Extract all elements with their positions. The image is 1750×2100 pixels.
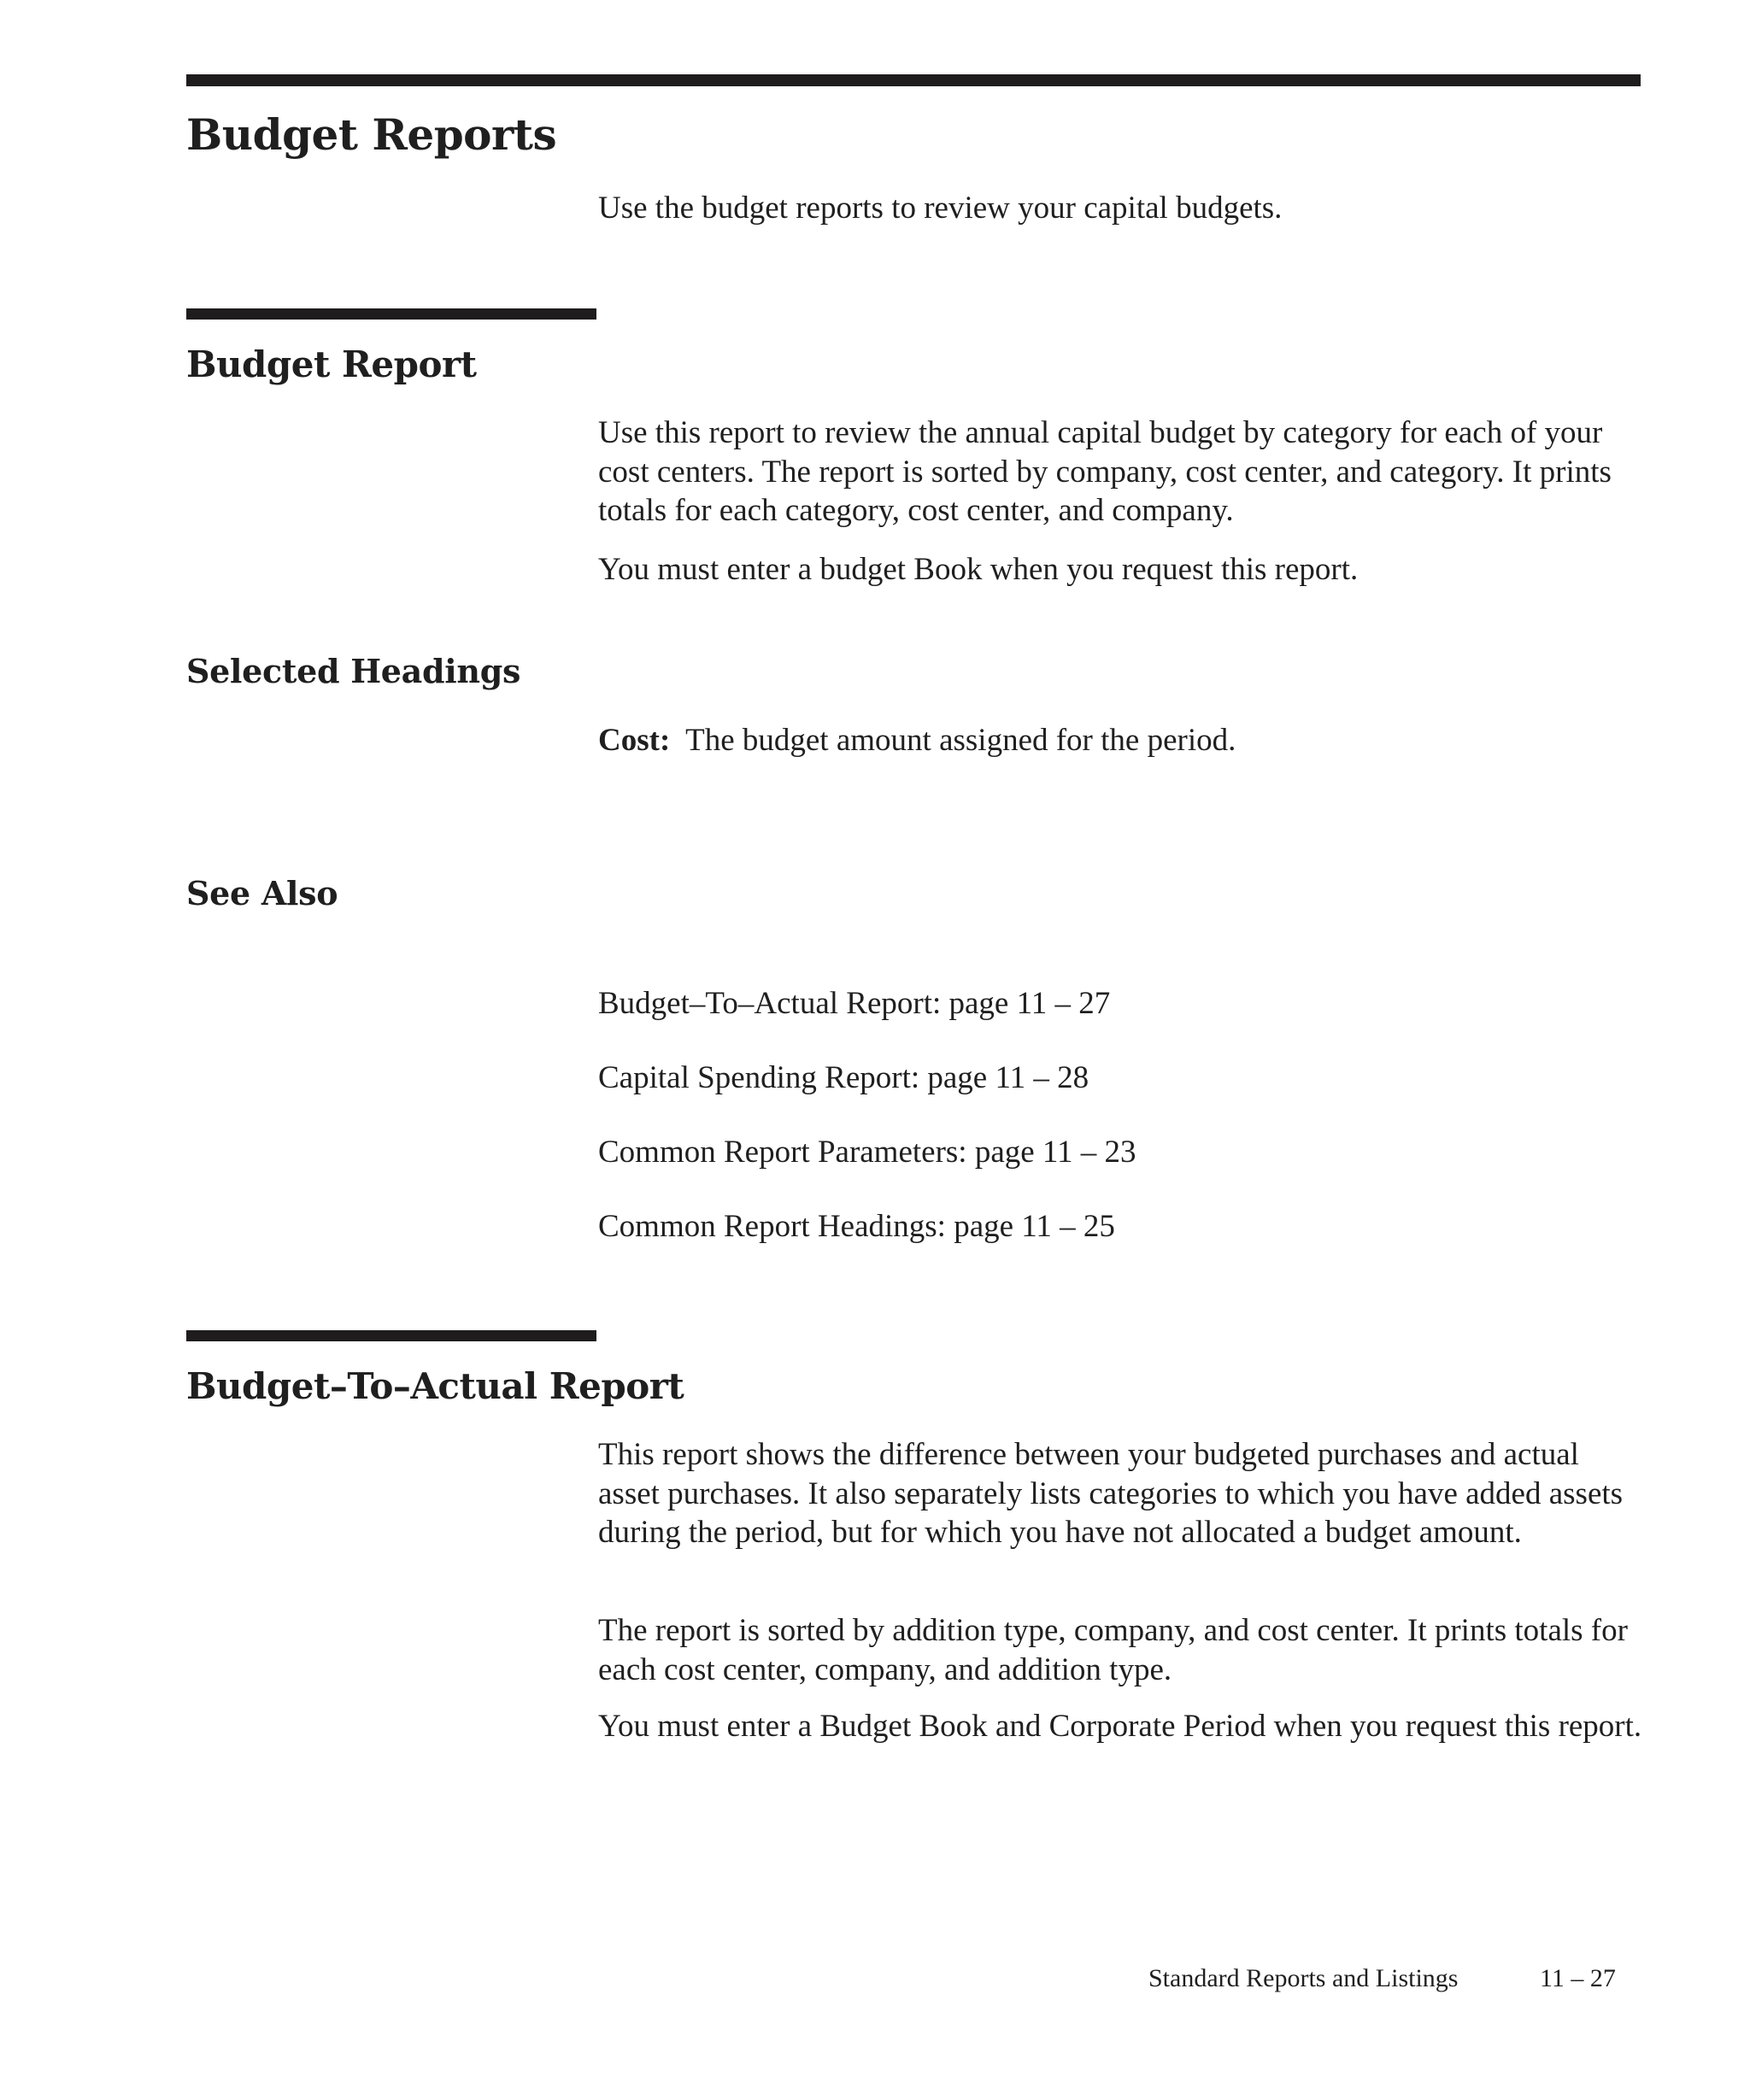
page-title: Budget Reports (186, 109, 557, 160)
intro-text: Use the budget reports to review your capital budgets. (598, 191, 1283, 226)
top-rule (186, 74, 1641, 86)
budget-to-actual-heading: Budget–To–Actual Report (186, 1365, 684, 1407)
see-also-heading: See Also (186, 874, 338, 912)
budget-report-paragraph-2: You must enter a budget Book when you request this report. (598, 552, 1359, 587)
section-rule-budget-report (186, 308, 596, 320)
budget-report-heading: Budget Report (186, 343, 477, 385)
selected-headings-heading: Selected Headings (186, 652, 521, 690)
see-also-link-common-headings[interactable]: Common Report Headings: page 11 – 25 (598, 1209, 1115, 1244)
see-also-link-budget-to-actual[interactable]: Budget–To–Actual Report: page 11 – 27 (598, 986, 1111, 1021)
budget-to-actual-paragraph-1: This report shows the difference between your budgeted purchases and actual asset purchases. It also separately lists categories to which you have added assets during the period, but for which you have not allocated a budget amount. (598, 1437, 1624, 1550)
cost-definition (598, 721, 1645, 760)
cost-description: The budget amount assigned for the period. (685, 723, 1236, 758)
section-rule-budget-to-actual (186, 1330, 596, 1341)
cost-term: Cost: (598, 723, 671, 758)
budget-to-actual-paragraph-3: You must enter a Budget Book and Corporate Period when you request this report. (598, 1709, 1642, 1744)
page-number: 11 – 27 (1540, 1964, 1616, 1992)
see-also-link-capital-spending[interactable]: Capital Spending Report: page 11 – 28 (598, 1060, 1089, 1095)
see-also-link-common-parameters[interactable]: Common Report Parameters: page 11 – 23 (598, 1135, 1136, 1170)
footer-title: Standard Reports and Listings (1148, 1964, 1459, 1992)
budget-report-paragraph-1: Use this report to review the annual capital budget by category for each of your cost centers. The report is sorted by company, cost center, and category. It prints totals for each category, cost center, and company. (598, 415, 1612, 528)
budget-to-actual-paragraph-2: The report is sorted by addition type, company, and cost center. It prints totals for each cost center, company, and addition type. (598, 1613, 1628, 1687)
